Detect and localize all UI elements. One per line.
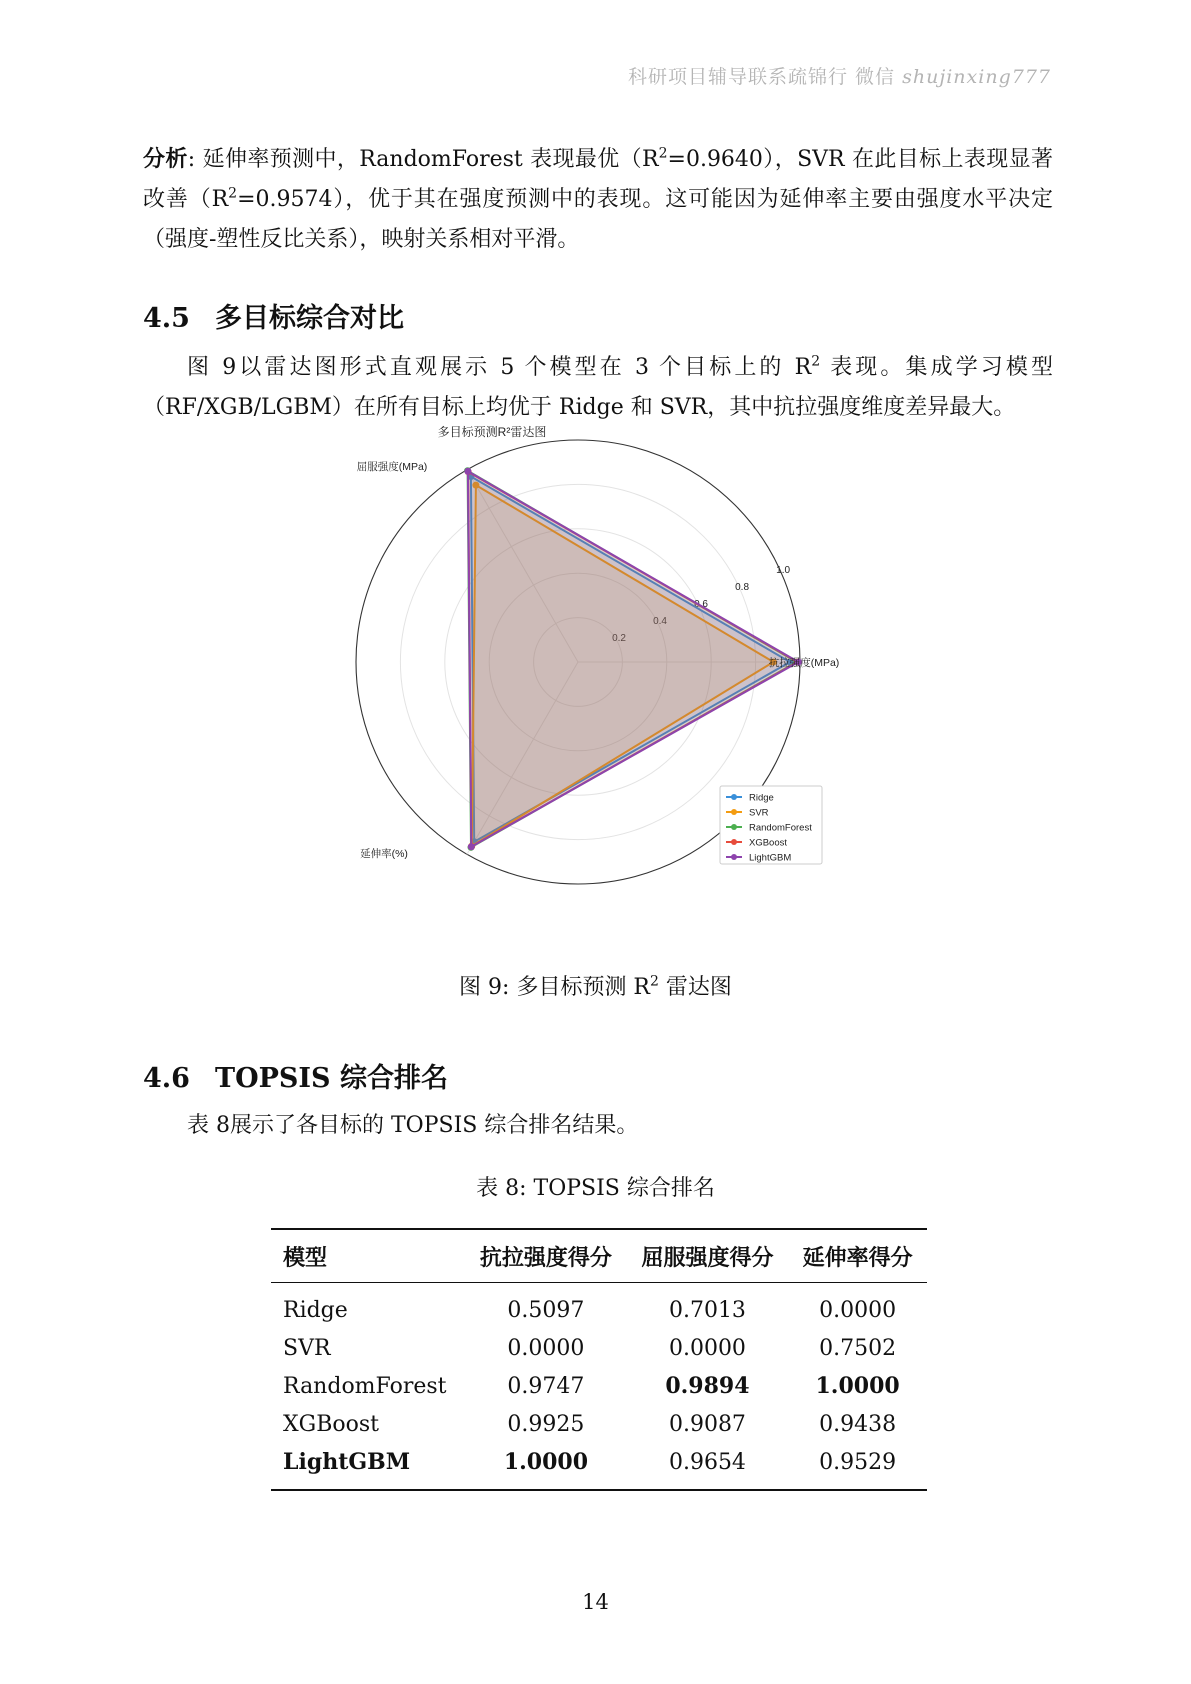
topsis-table: [271, 1228, 927, 1491]
table-cell: XGBoost: [283, 1411, 380, 1437]
section-4-5-paragraph: 图 9以雷达图形式直观展示 5 个模型在 3 个目标上的 $R^2$ 表现。集成学习模型（RF/XGB/LGBM）在所有目标上均优于 Ridge 和 SVR，其中抗拉强度维度差异最大。: [143, 353, 1053, 420]
legend-swatch-marker: [731, 839, 737, 845]
legend-label: XGBoost: [749, 837, 788, 849]
radar-figure: [300, 425, 900, 944]
axis-label: 抗拉强度(MPa): [768, 657, 840, 669]
table-cell: 0.9925: [507, 1411, 585, 1437]
table-cell: 0.9654: [627, 1443, 789, 1490]
legend-label: LightGBM: [749, 852, 792, 864]
col-header-elongation: 延伸率得分: [802, 1244, 913, 1271]
radial-tick-label: 0.2: [612, 633, 626, 645]
chart-title: 多目标预测R²雷达图: [437, 425, 547, 439]
series-point-lightgbm: [468, 843, 475, 850]
header-en: shujinxing777: [902, 66, 1051, 88]
table-cell-best: 0.9894: [665, 1373, 750, 1399]
table-row: [271, 1329, 927, 1367]
table-cell: 0.9438: [819, 1411, 897, 1437]
radial-tick-label: 0.6: [694, 599, 709, 611]
table-cell: 0.9747: [507, 1373, 585, 1399]
radial-tick-label: 1.0: [776, 565, 791, 577]
table-cell: 0.9529: [788, 1443, 927, 1490]
radial-tick-label: 0.8: [735, 582, 750, 594]
col-header-tensile: 抗拉强度得分: [479, 1244, 612, 1271]
legend-swatch-marker: [731, 809, 737, 815]
col-header-model: 模型: [283, 1244, 328, 1271]
table-cell-best: 1.0000: [465, 1443, 627, 1490]
table-cell: Ridge: [283, 1297, 348, 1323]
analysis-lead: 分析: [143, 146, 188, 172]
page-number: 14: [582, 1590, 609, 1614]
axis-label: 延伸率(%): [360, 848, 408, 860]
radar-chart: [300, 425, 900, 944]
table-row: [271, 1443, 927, 1490]
table-cell: 0.0000: [668, 1335, 746, 1361]
analysis-paragraph: 分析: 延伸率预测中，RandomForest 表现最优$(R^2=0.9640)$，SVR 在此目标上表现显著改善$(R^2=0.9574)$，优于其在强度预测中的表现。这可能因为延伸率主要由强度水平决定（强度-塑性反比关系），映射关系相对平滑。: [143, 145, 1054, 252]
table-cell: RandomForest: [283, 1373, 447, 1399]
page-header: [628, 62, 1051, 89]
series-point-lightgbm: [464, 468, 471, 475]
table-header-row: [271, 1229, 927, 1283]
table-row: [271, 1367, 927, 1405]
table-cell: 0.7013: [668, 1297, 746, 1323]
legend-label: Ridge: [749, 792, 774, 804]
table-cell: 0.0000: [507, 1335, 585, 1361]
radial-tick-label: 0.4: [653, 616, 667, 628]
col-header-yield: 屈服强度得分: [641, 1244, 774, 1271]
axis-label: 屈服强度(MPa): [356, 461, 428, 473]
section-4-6-intro: 表 8展示了各目标的 TOPSIS 综合排名结果。: [187, 1113, 639, 1138]
table-cell: 0.0000: [819, 1297, 897, 1323]
table-cell-best: LightGBM: [271, 1443, 465, 1490]
legend-label: SVR: [749, 807, 769, 819]
legend-swatch-marker: [731, 794, 737, 800]
header-cn: 科研项目辅导联系疏锦行 微信: [628, 66, 896, 88]
section-heading-4-5: 4.5 多目标综合对比: [143, 303, 404, 334]
table-cell-best: 1.0000: [815, 1373, 900, 1399]
table-cell: 0.5097: [507, 1297, 585, 1323]
legend-swatch-marker: [731, 824, 737, 830]
table-row: [271, 1405, 927, 1443]
figure-caption: 图 9: 多目标预测 $R^2$ 雷达图: [459, 973, 732, 1000]
table-row: [271, 1283, 927, 1330]
section-heading-4-6: 4.6 TOPSIS 综合排名: [143, 1063, 448, 1094]
legend-label: RandomForest: [749, 822, 812, 834]
table-cell: 0.7502: [819, 1335, 897, 1361]
table-cell: 0.9087: [668, 1411, 746, 1437]
legend-swatch-marker: [731, 854, 737, 860]
table-cell: SVR: [283, 1335, 331, 1361]
table-caption: 表 8: TOPSIS 综合排名: [476, 1176, 715, 1201]
